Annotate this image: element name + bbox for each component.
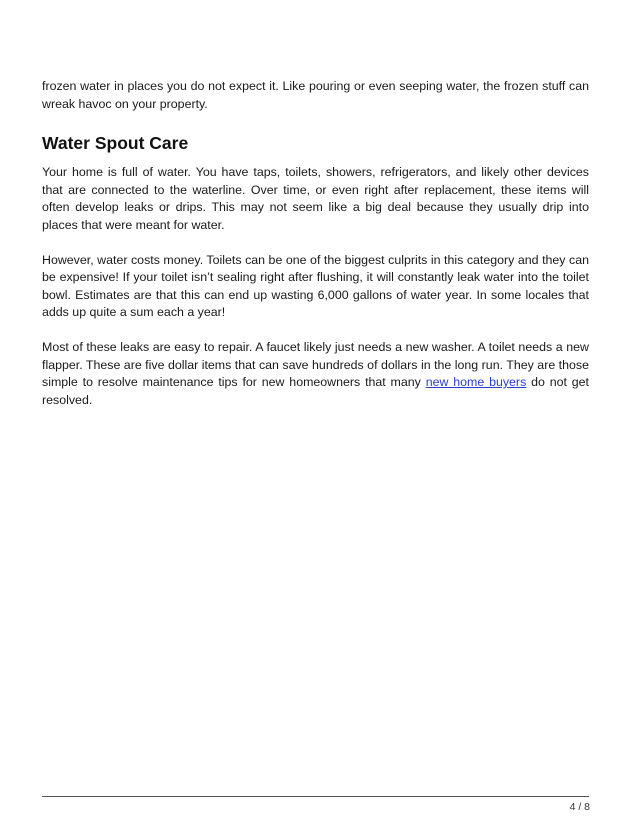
paragraph-3-text-end: do not get resolved. [42,375,589,407]
body-paragraph-1: Your home is full of water. You have taps, toilets, showers, refrigerators, and likely other devices that are connected to the waterline. Over time, or even right after replacement, these items will often develop leaks or drips. This may not seem like a big deal because they usually drip into places that were meant for water. [42,165,589,232]
footer-divider [42,796,589,797]
page-number: 4 / 8 [569,801,590,813]
intro-paragraph: frozen water in places you do not expect it. Like pouring or even seeping water, the frozen stuff can wreak havoc on your property. [42,79,589,111]
paragraph-3-text-start: Most of these leaks are easy to repair. A faucet likely just needs a new washer. A toilet needs a new flapper. These are five dollar items that can save hundreds of dollars in the long run. They are those simple to resolve maintenance tips for new homeowners that many [42,339,589,390]
body-paragraph-2: However, water costs money. Toilets can be one of the biggest culprits in this category and they can be expensive! If your toilet isn’t sealing right after flushing, it will constantly leak water into the toilet bowl. Estimates are that this can end up wasting 6,000 gallons of water year. In some locales that adds up quite a sum each a year! [42,252,589,320]
section-heading: Water Spout Care [42,133,189,154]
new-home-buyers-link[interactable]: new home buyers [425,375,527,390]
body-paragraph-3 [42,339,589,409]
document-page [42,78,589,426]
